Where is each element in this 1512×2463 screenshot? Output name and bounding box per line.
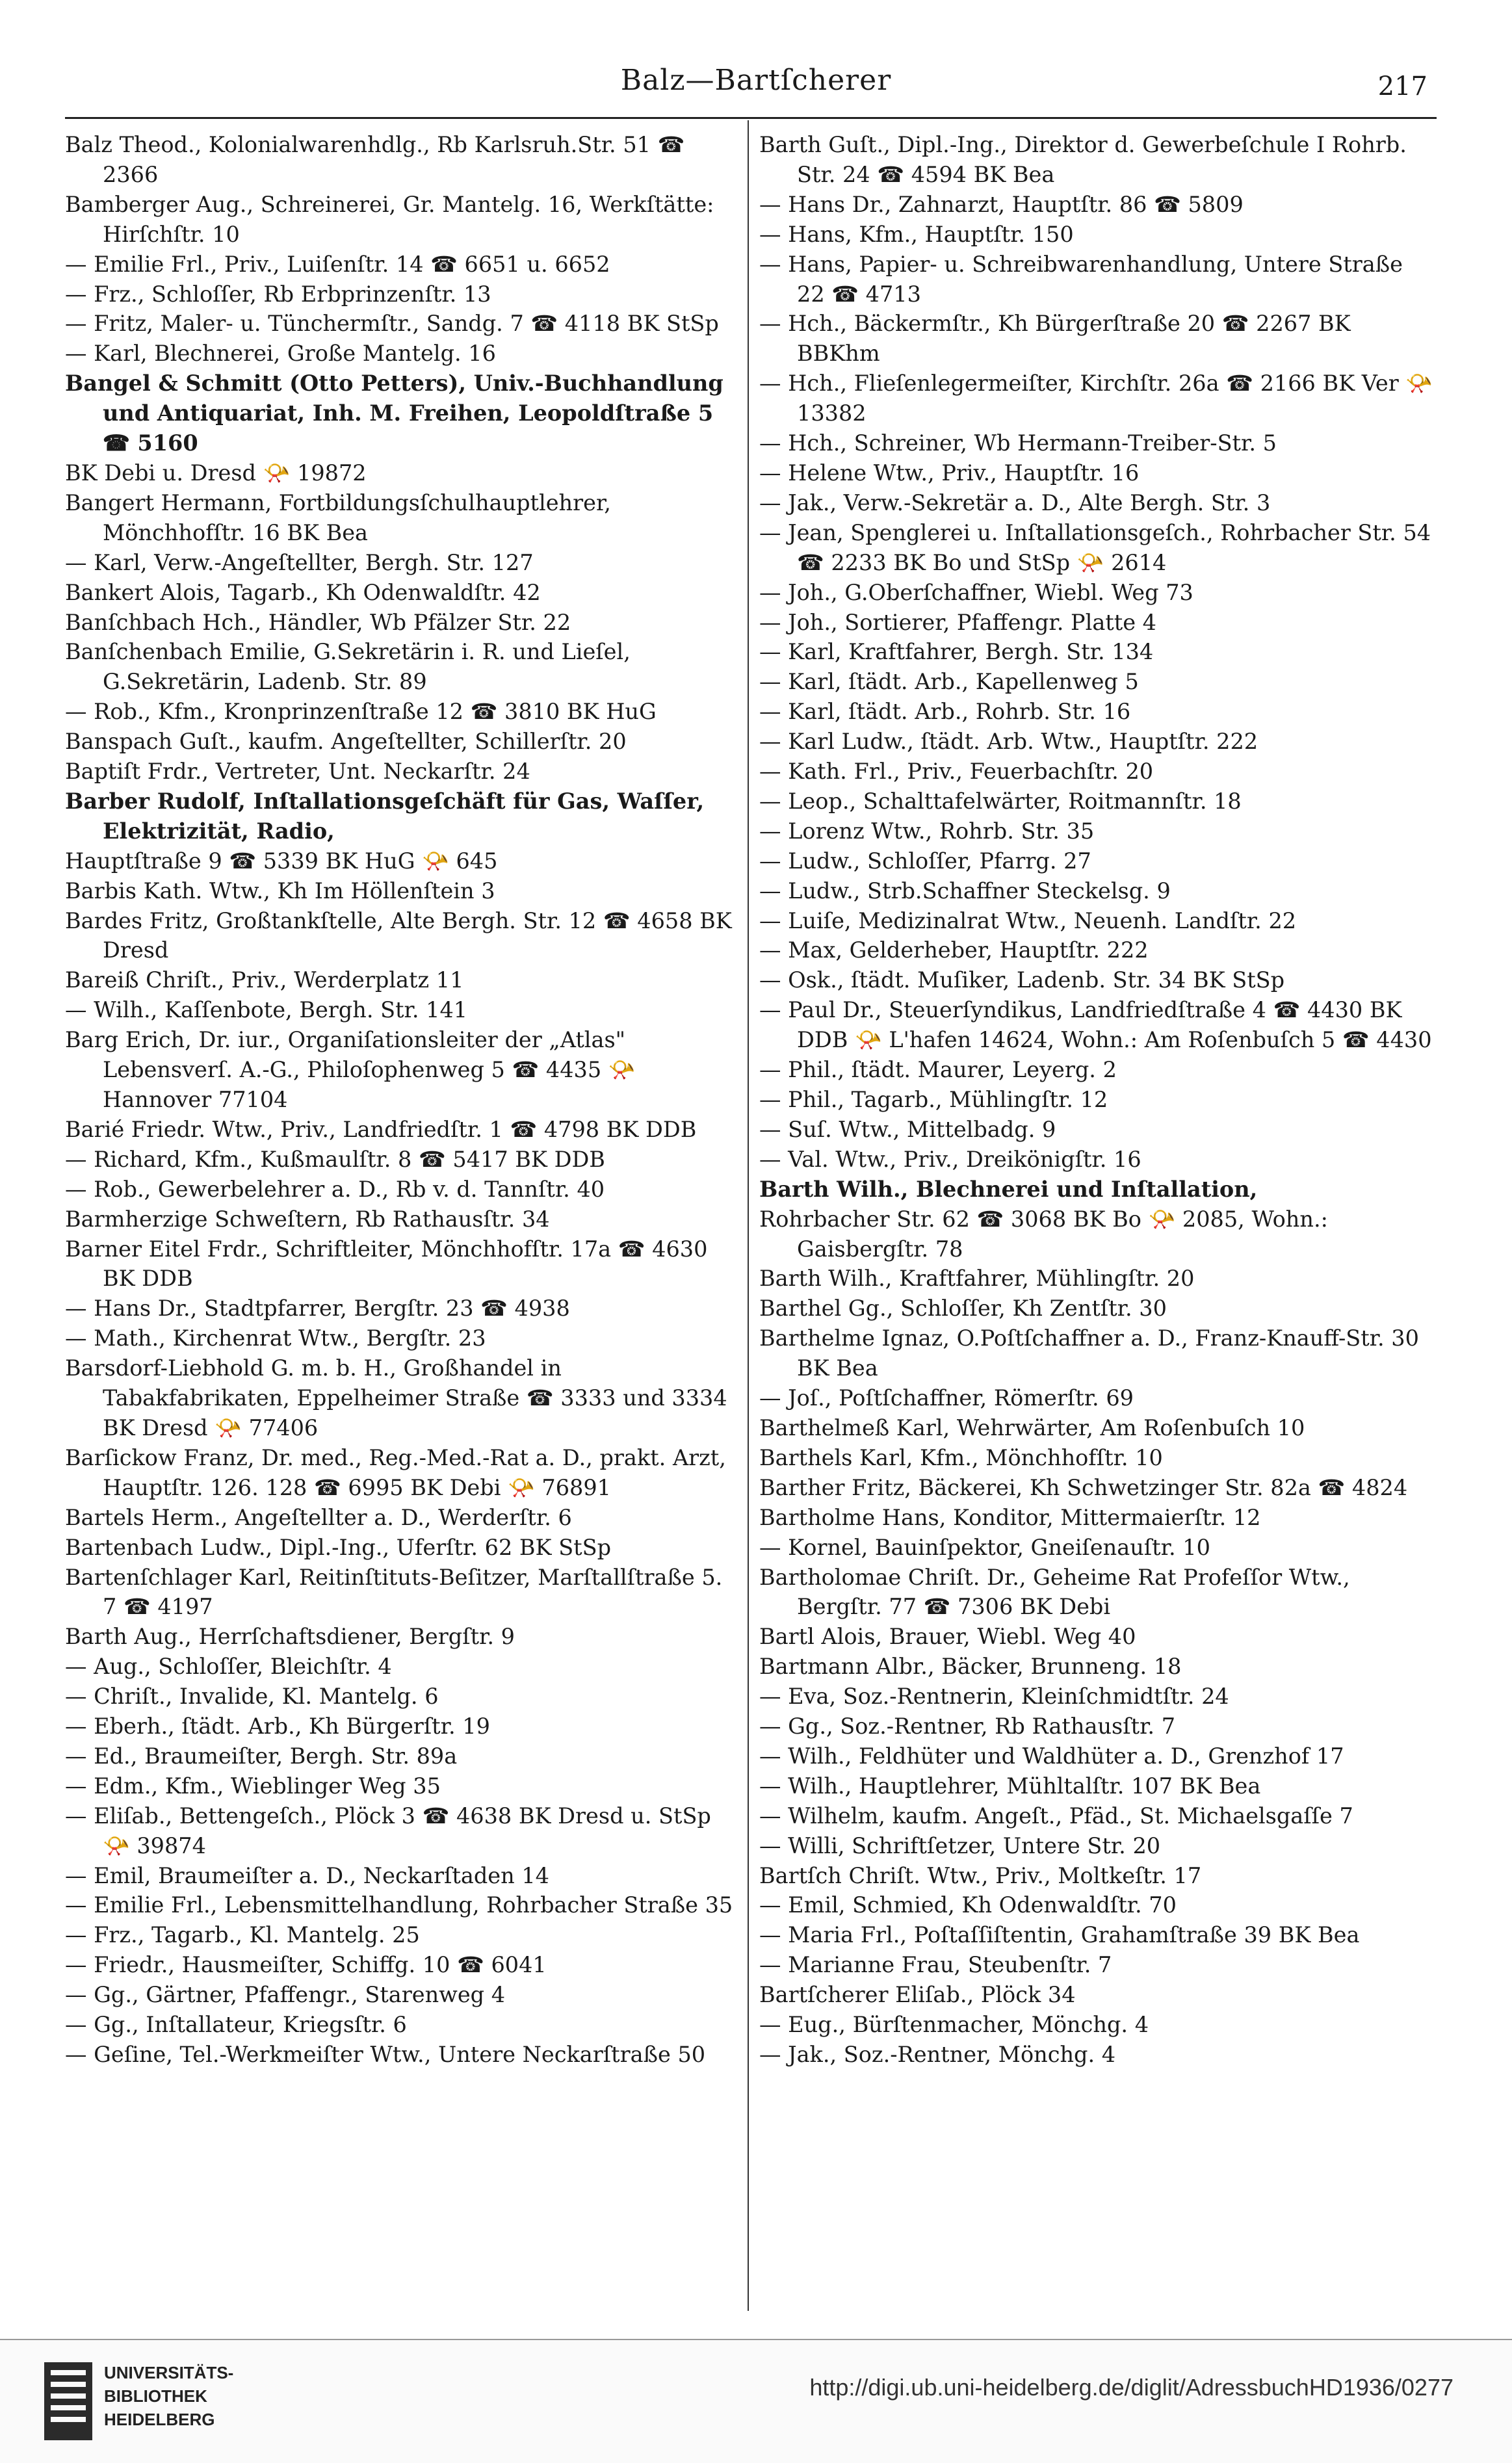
directory-entry: — Friedr., Hausmeiſter, Schiffg. 10 ☎ 6041	[65, 1952, 547, 1978]
source-url-link[interactable]: http://digi.ub.uni-heidelberg.de/diglit/AdressbuchHD1936/0277	[809, 2374, 1453, 2401]
directory-entry: Bardes Fritz, Großtankſtelle, Alte Bergh. Str. 12 ☎ 4658 BK Dresd	[65, 907, 732, 963]
directory-entry: — Lorenz Wtw., Rohrb. Str. 35	[759, 818, 1095, 844]
header-rule	[65, 117, 1437, 119]
directory-entry: — Marianne Frau, Steubenſtr. 7	[759, 1952, 1112, 1978]
directory-entry: — Hans Dr., Stadtpfarrer, Bergſtr. 23 ☎ 4938	[65, 1296, 570, 1322]
directory-entry: — Hans, Papier- u. Schreibwarenhandlung, Untere Straße 22 ☎ 4713	[759, 251, 1403, 307]
directory-entry: — Karl, Blechnerei, Große Mantelg. 16	[65, 341, 496, 367]
page-number: 217	[1377, 72, 1427, 101]
directory-entry: — Geſine, Tel.-Werkmeiſter Wtw., Untere Neckarſtraße 50	[65, 2042, 706, 2067]
directory-entry: Balz Theod., Kolonialwarenhdlg., Rb Karlsruh.Str. 51 ☎ 2366	[65, 132, 685, 187]
directory-entry: Barth Aug., Herrſchaftsdiener, Bergſtr. 9	[65, 1624, 515, 1650]
directory-entry: Barthels Karl, Kfm., Mönchhofſtr. 10	[759, 1444, 1163, 1470]
directory-entry: Bartl Alois, Brauer, Wiebl. Weg 40	[759, 1624, 1136, 1650]
directory-entry: BK Debi u. Dresd 📯 19872	[65, 460, 367, 486]
directory-entry: Banſchbach Hch., Händler, Wb Pfälzer Str. 22	[65, 609, 571, 635]
page-header	[0, 57, 1512, 116]
library-logo-icon	[39, 2356, 98, 2447]
directory-entry: Barthelme Ignaz, O.Poſtſchaffner a. D., Franz-Knauff-Str. 30 BK Bea	[759, 1325, 1419, 1381]
directory-entry: Bartſch Chriſt. Wtw., Priv., Moltkeſtr. 17	[759, 1862, 1202, 1888]
library-name-line-2: BIBLIOTHEK	[104, 2386, 207, 2406]
directory-entry: Barg Erich, Dr. iur., Organiſationsleiter der „Atlas" Lebensverſ. A.-G., Philoſophenweg 5 ☎ 4435 📯 Hannover 77104	[65, 1027, 636, 1112]
directory-entry: — Kornel, Bauinſpektor, Gneiſenauſtr. 10	[759, 1534, 1210, 1560]
directory-entry: — Hch., Schreiner, Wb Hermann-Treiber-Str. 5	[759, 430, 1277, 456]
directory-entry: — Suſ. Wtw., Mittelbadg. 9	[759, 1116, 1056, 1142]
directory-entry: Barth Guſt., Dipl.-Ing., Direktor d. Gewerbeſchule I Rohrb. Str. 24 ☎ 4594 BK Bea	[759, 132, 1407, 187]
directory-entry: — Joh., G.Oberſchaffner, Wiebl. Weg 73	[759, 579, 1193, 605]
directory-entry: — Max, Gelderheber, Hauptſtr. 222	[759, 937, 1149, 963]
directory-entry: — Chriſt., Invalide, Kl. Mantelg. 6	[65, 1684, 439, 1710]
library-name-line-3: HEIDELBERG	[104, 2410, 215, 2429]
directory-entry: Bartholme Hans, Konditor, Mittermaierſtr. 12	[759, 1504, 1261, 1530]
directory-entry: — Gg., Inſtallateur, Kriegsſtr. 6	[65, 2012, 407, 2038]
directory-entry: — Jean, Spenglerei u. Inſtallationsgeſch., Rohrbacher Str. 54 ☎ 2233 BK Bo und StSp 📯 2614	[759, 519, 1431, 575]
directory-entry: — Luiſe, Medizinalrat Wtw., Neuenh. Landſtr. 22	[759, 907, 1297, 933]
directory-entry: Bartenbach Ludw., Dipl.-Ing., Uferſtr. 62 BK StSp	[65, 1534, 612, 1560]
directory-entry: — Wilh., Feldhüter und Waldhüter a. D., Grenzhof 17	[759, 1743, 1344, 1769]
directory-entry: — Ed., Braumeiſter, Bergh. Str. 89a	[65, 1743, 458, 1769]
column-divider	[748, 120, 749, 2311]
directory-entry: Bartholomae Chriſt. Dr., Geheime Rat Profeſſor Wtw., Bergſtr. 77 ☎ 7306 BK Debi	[759, 1564, 1350, 1620]
directory-entry: Barth Wilh., Kraftfahrer, Mühlingſtr. 20	[759, 1266, 1195, 1292]
directory-entry: — Osk., ſtädt. Muſiker, Ladenb. Str. 34 BK StSp	[759, 967, 1285, 993]
directory-entry: — Helene Wtw., Priv., Hauptſtr. 16	[759, 460, 1140, 486]
running-title: Balz—Bartſcherer	[620, 64, 892, 97]
directory-entry: Barth Wilh., Blechnerei und Inſtallation,	[759, 1176, 1258, 1202]
library-name	[104, 2361, 233, 2431]
directory-entry: Banſchenbach Emilie, G.Sekretärin i. R. und Lieſel, G.Sekretärin, Ladenb. Str. 89	[65, 639, 631, 695]
directory-entry: — Paul Dr., Steuerſyndikus, Landfriedſtraße 4 ☎ 4430 BK DDB 📯 L'hafen 14624, Wohn.: Am Roſenbuſch 5 ☎ 4430	[759, 997, 1432, 1053]
directory-entry: — Kath. Frl., Priv., Feuerbachſtr. 20	[759, 759, 1154, 785]
directory-entry: — Phil., Tagarb., Mühlingſtr. 12	[759, 1087, 1108, 1112]
right-column	[759, 130, 1435, 2070]
directory-entry: Bankert Alois, Tagarb., Kh Odenwaldſtr. 42	[65, 579, 541, 605]
directory-entry: — Val. Wtw., Priv., Dreikönigſtr. 16	[759, 1146, 1141, 1172]
directory-entry: — Aug., Schloſſer, Bleichſtr. 4	[65, 1654, 392, 1680]
directory-entry: — Hch., Flieſenlegermeiſter, Kirchſtr. 26a ☎ 2166 BK Ver 📯 13382	[759, 371, 1433, 426]
directory-entry: — Karl, Verw.-Angeſtellter, Bergh. Str. 127	[65, 549, 534, 575]
directory-entry: — Karl, Kraftfahrer, Bergh. Str. 134	[759, 639, 1154, 665]
directory-entry: Baptiſt Frdr., Vertreter, Unt. Neckarſtr. 24	[65, 759, 530, 785]
directory-entry: — Hans Dr., Zahnarzt, Hauptſtr. 86 ☎ 5809	[759, 191, 1244, 217]
directory-entry: — Jak., Soz.-Rentner, Mönchg. 4	[759, 2042, 1116, 2067]
directory-entry: — Ludw., Schloſſer, Pfarrg. 27	[759, 848, 1091, 874]
directory-entry: — Richard, Kfm., Kußmaulſtr. 8 ☎ 5417 BK DDB	[65, 1146, 605, 1172]
directory-entry: Barmherzige Schweſtern, Rb Rathausſtr. 34	[65, 1206, 550, 1232]
directory-entry: — Gg., Gärtner, Pfaffengr., Starenweg 4	[65, 1982, 506, 2008]
directory-entry: — Karl Ludw., ſtädt. Arb. Wtw., Hauptſtr. 222	[759, 729, 1258, 755]
directory-entry: — Karl, ſtädt. Arb., Rohrb. Str. 16	[759, 699, 1131, 725]
directory-entry: — Hans, Kfm., Hauptſtr. 150	[759, 221, 1074, 247]
directory-entry: Barié Friedr. Wtw., Priv., Landfriedſtr. 1 ☎ 4798 BK DDB	[65, 1116, 697, 1142]
directory-entry: Barthel Gg., Schloſſer, Kh Zentſtr. 30	[759, 1296, 1167, 1322]
directory-entry: Bangert Hermann, Fortbildungsſchulhauptlehrer, Mönchhofſtr. 16 BK Bea	[65, 489, 611, 545]
directory-entry: Bartenſchlager Karl, Reitinſtituts-Beſitzer, Marſtallſtraße 5. 7 ☎ 4197	[65, 1564, 723, 1620]
directory-entry: Bangel & Schmitt (Otto Petters), Univ.-Buchhandlung und Antiquariat, Inh. M. Freihen, Leopoldſtraße 5 ☎ 5160	[65, 371, 723, 456]
directory-entry: — Joſ., Poſtſchaffner, Römerſtr. 69	[759, 1385, 1134, 1411]
directory-entry: Barther Fritz, Bäckerei, Kh Schwetzinger Str. 82a ☎ 4824	[759, 1474, 1408, 1500]
directory-entry: — Eug., Bürſtenmacher, Mönchg. 4	[759, 2012, 1149, 2038]
directory-entry: — Ludw., Strb.Schaffner Steckelsg. 9	[759, 878, 1171, 904]
directory-entry: Barthelmeß Karl, Wehrwärter, Am Roſenbuſch 10	[759, 1414, 1305, 1440]
directory-entry: Rohrbacher Str. 62 ☎ 3068 BK Bo 📯 2085, Wohn.: Gaisbergſtr. 78	[759, 1206, 1328, 1262]
directory-entry: Barſickow Franz, Dr. med., Reg.-Med.-Rat a. D., prakt. Arzt, Hauptſtr. 126. 128 ☎ 6995 BK Debi 📯 76891	[65, 1444, 726, 1500]
directory-entry: — Wilhelm, kaufm. Angeſt., Pfäd., St. Michaelsgaſſe 7	[759, 1803, 1353, 1829]
directory-entry: — Frz., Tagarb., Kl. Mantelg. 25	[65, 1922, 420, 1948]
directory-entry: — Leop., Schalttafelwärter, Roitmannſtr. 18	[759, 788, 1242, 814]
directory-entry: — Eliſab., Bettengeſch., Plöck 3 ☎ 4638 BK Dresd u. StSp 📯 39874	[65, 1803, 711, 1858]
directory-entry: — Emilie Frl., Priv., Luiſenſtr. 14 ☎ 6651 u. 6652	[65, 251, 610, 277]
left-column	[65, 130, 741, 2070]
directory-entry: — Wilh., Hauptlehrer, Mühltalſtr. 107 BK Bea	[759, 1773, 1261, 1799]
directory-entry: — Frz., Schloſſer, Rb Erbprinzenſtr. 13	[65, 281, 491, 307]
directory-entry: — Joh., Sortierer, Pfaffengr. Platte 4	[759, 609, 1156, 635]
directory-entry: — Edm., Kfm., Wieblinger Weg 35	[65, 1773, 441, 1799]
directory-entry: Hauptſtraße 9 ☎ 5339 BK HuG 📯 645	[65, 848, 498, 874]
directory-entry: — Hch., Bäckermſtr., Kh Bürgerſtraße 20 ☎ 2267 BK BBKhm	[759, 311, 1351, 367]
directory-entry: — Emilie Frl., Lebensmittelhandlung, Rohrbacher Straße 35	[65, 1892, 733, 1918]
directory-entry: — Willi, Schriftſetzer, Untere Str. 20	[759, 1832, 1161, 1858]
directory-entry: — Eva, Soz.-Rentnerin, Kleinſchmidtſtr. 24	[759, 1684, 1229, 1710]
directory-entry: — Maria Frl., Poſtaſſiſtentin, Grahamſtraße 39 BK Bea	[759, 1922, 1360, 1948]
directory-entry: Banspach Guſt., kaufm. Angeſtellter, Schillerſtr. 20	[65, 729, 627, 755]
directory-entry: Bamberger Aug., Schreinerei, Gr. Mantelg. 16, Werkſtätte: Hirſchſtr. 10	[65, 191, 714, 247]
directory-entry: — Emil, Schmied, Kh Odenwaldſtr. 70	[759, 1892, 1177, 1918]
directory-entry: Barbis Kath. Wtw., Kh Im Höllenſtein 3	[65, 878, 495, 904]
directory-entry: — Fritz, Maler- u. Tünchermſtr., Sandg. 7 ☎ 4118 BK StSp	[65, 311, 719, 337]
directory-entry: Barner Eitel Frdr., Schriftleiter, Mönchhofſtr. 17a ☎ 4630 BK DDB	[65, 1236, 708, 1292]
directory-entry: Bartmann Albr., Bäcker, Brunneng. 18	[759, 1654, 1182, 1680]
footer-bar	[0, 2340, 1512, 2463]
directory-entry: — Jak., Verw.-Sekretär a. D., Alte Bergh. Str. 3	[759, 489, 1271, 515]
directory-entry: — Rob., Kfm., Kronprinzenſtraße 12 ☎ 3810 BK HuG	[65, 699, 657, 725]
directory-entry: — Phil., ſtädt. Maurer, Leyerg. 2	[759, 1057, 1117, 1083]
directory-entry: — Math., Kirchenrat Wtw., Bergſtr. 23	[65, 1325, 486, 1351]
library-name-line-1: UNIVERSITÄTS-	[104, 2363, 234, 2382]
directory-entry: — Gg., Soz.-Rentner, Rb Rathausſtr. 7	[759, 1714, 1176, 1740]
directory-entry: — Karl, ſtädt. Arb., Kapellenweg 5	[759, 669, 1139, 695]
directory-entry: — Emil, Braumeiſter a. D., Neckarſtaden 14	[65, 1862, 549, 1888]
directory-entry: — Wilh., Kaſſenbote, Bergh. Str. 141	[65, 997, 468, 1023]
directory-entry: — Rob., Gewerbelehrer a. D., Rb v. d. Tannſtr. 40	[65, 1176, 605, 1202]
directory-entry: Bartels Herm., Angeſtellter a. D., Werderſtr. 6	[65, 1504, 572, 1530]
directory-entry: Bartſcherer Eliſab., Plöck 34	[759, 1982, 1076, 2008]
directory-entry: Barber Rudolf, Inſtallationsgeſchäft für Gas, Waſſer, Elektrizität, Radio,	[65, 788, 705, 844]
directory-entry: Bareiß Chriſt., Priv., Werderplatz 11	[65, 967, 464, 993]
directory-entry: Barsdorf-Liebhold G. m. b. H., Großhandel in Tabakfabrikaten, Eppelheimer Straße ☎ 3333 und 3334 BK Dresd 📯 77406	[65, 1355, 727, 1440]
directory-entry: — Eberh., ſtädt. Arb., Kh Bürgerſtr. 19	[65, 1714, 490, 1740]
